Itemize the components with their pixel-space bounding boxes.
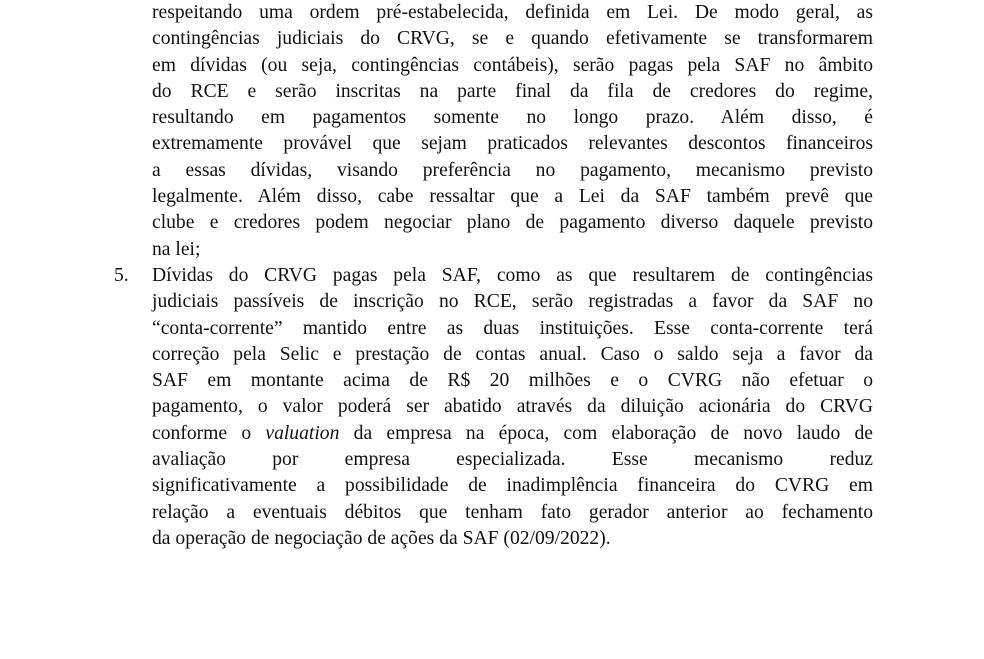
text-line: judiciais passíveis de inscrição no RCE, serão registradas a favor da SAF no [152, 291, 873, 313]
text-line: avaliação por empresa especializada. Esse mecanismo reduz [152, 449, 873, 471]
text-fragment: conforme o [152, 422, 266, 444]
text-line-with-italic [152, 421, 873, 447]
text-line: respeitando uma ordem pré-estabelecida, definida em Lei. De modo geral, as [152, 2, 873, 23]
list-item-5 [114, 263, 873, 552]
text-line: SAF em montante acima de R$ 20 milhões e o CVRG não efetuar o [152, 370, 873, 392]
text-line: pagamento, o valor poderá ser abatido através da diluição acionária do CRVG [152, 396, 873, 418]
text-line: legalmente. Além disso, cabe ressaltar que a Lei da SAF também prevê que [152, 186, 873, 208]
text-line: da operação de negociação de ações da SAF (02/09/2022). [152, 527, 611, 549]
text-line: resultando em pagamentos somente no longo prazo. Além disso, é [152, 107, 873, 129]
list-item-continuation [152, 0, 873, 263]
text-line: correção pela Selic e prestação de contas anual. Caso o saldo seja a favor da [152, 343, 873, 365]
paragraph [152, 263, 873, 552]
text-line: clube e credores podem negociar plano de pagamento diverso daquele previsto [152, 212, 873, 234]
italic-term: valuation [265, 422, 340, 444]
list-marker: 5. [114, 264, 129, 286]
text-line: do RCE e serão inscritas na parte final da fila de credores do regime, [152, 80, 873, 102]
text-line: contingências judiciais do CRVG, se e quando efetivamente se transformarem [152, 28, 873, 50]
text-line: em dívidas (ou seja, contingências contábeis), serão pagas pela SAF no âmbito [152, 54, 873, 76]
paragraph [152, 0, 873, 263]
text-line: na lei; [152, 238, 201, 260]
text-fragment: da empresa na época, com elaboração de novo laudo de [353, 422, 873, 444]
text-line: “conta-corrente” mantido entre as duas instituições. Esse conta-corrente terá [152, 317, 873, 339]
text-line: relação a eventuais débitos que tenham fato gerador anterior ao fechamento [152, 501, 873, 523]
text-line: a essas dívidas, visando preferência no pagamento, mecanismo previsto [152, 159, 873, 181]
text-line: Dívidas do CRVG pagas pela SAF, como as que resultarem de contingências [152, 264, 873, 286]
text-line: significativamente a possibilidade de inadimplência financeira do CVRG em [152, 475, 873, 497]
text-line: extremamente provável que sejam praticados relevantes descontos financeiros [152, 133, 873, 155]
